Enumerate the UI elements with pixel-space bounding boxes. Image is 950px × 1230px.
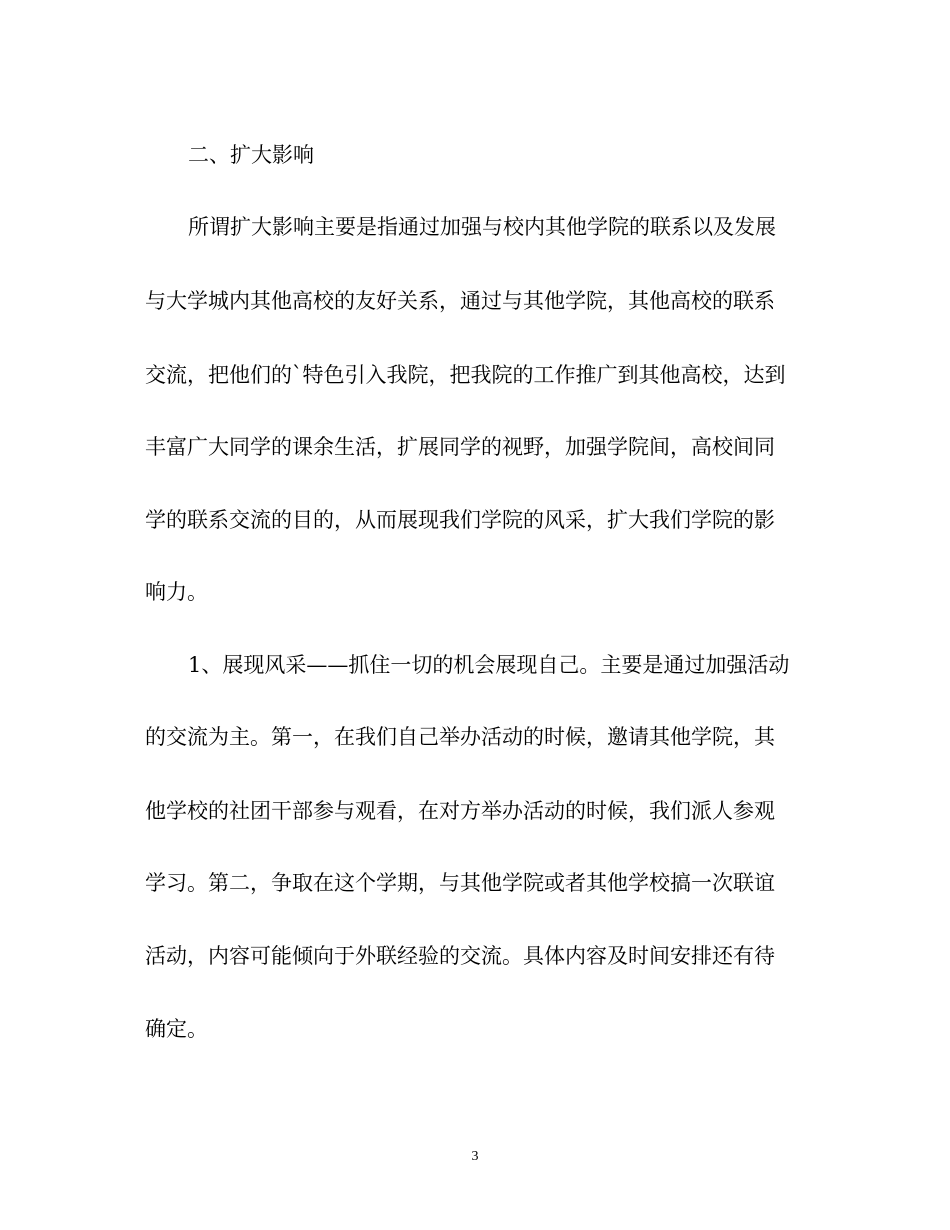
paragraph-line: 交流，把他们的`特色引入我院，把我院的工作推广到其他高校，达到 (145, 363, 786, 387)
paragraph-line: 确定。 (145, 1017, 208, 1041)
paragraph-line: 学习。第二，争取在这个学期，与其他学院或者其他学校搞一次联谊 (145, 871, 775, 895)
paragraph-line: 1、展现风采——抓住一切的机会展现自己。主要是通过加强活动 (188, 653, 790, 677)
paragraph-line: 学的联系交流的目的，从而展现我们学院的风采，扩大我们学院的影 (145, 508, 775, 532)
page-number: 3 (471, 1149, 479, 1164)
section-heading: 二、扩大影响 (188, 143, 314, 167)
paragraph-line: 与大学城内其他高校的友好关系，通过与其他学院，其他高校的联系 (145, 289, 775, 313)
paragraph-line: 的交流为主。第一，在我们自己举办活动的时候，邀请其他学院，其 (145, 725, 775, 749)
paragraph-line: 丰富广大同学的课余生活，扩展同学的视野，加强学院间，高校间同 (145, 435, 775, 459)
paragraph-line: 响力。 (145, 580, 208, 604)
paragraph-line: 活动，内容可能倾向于外联经验的交流。具体内容及时间安排还有待 (145, 944, 775, 968)
paragraph-line: 他学校的社团干部参与观看，在对方举办活动的时候，我们派人参观 (145, 799, 775, 823)
paragraph-line: 所谓扩大影响主要是指通过加强与校内其他学院的联系以及发展 (188, 215, 776, 239)
